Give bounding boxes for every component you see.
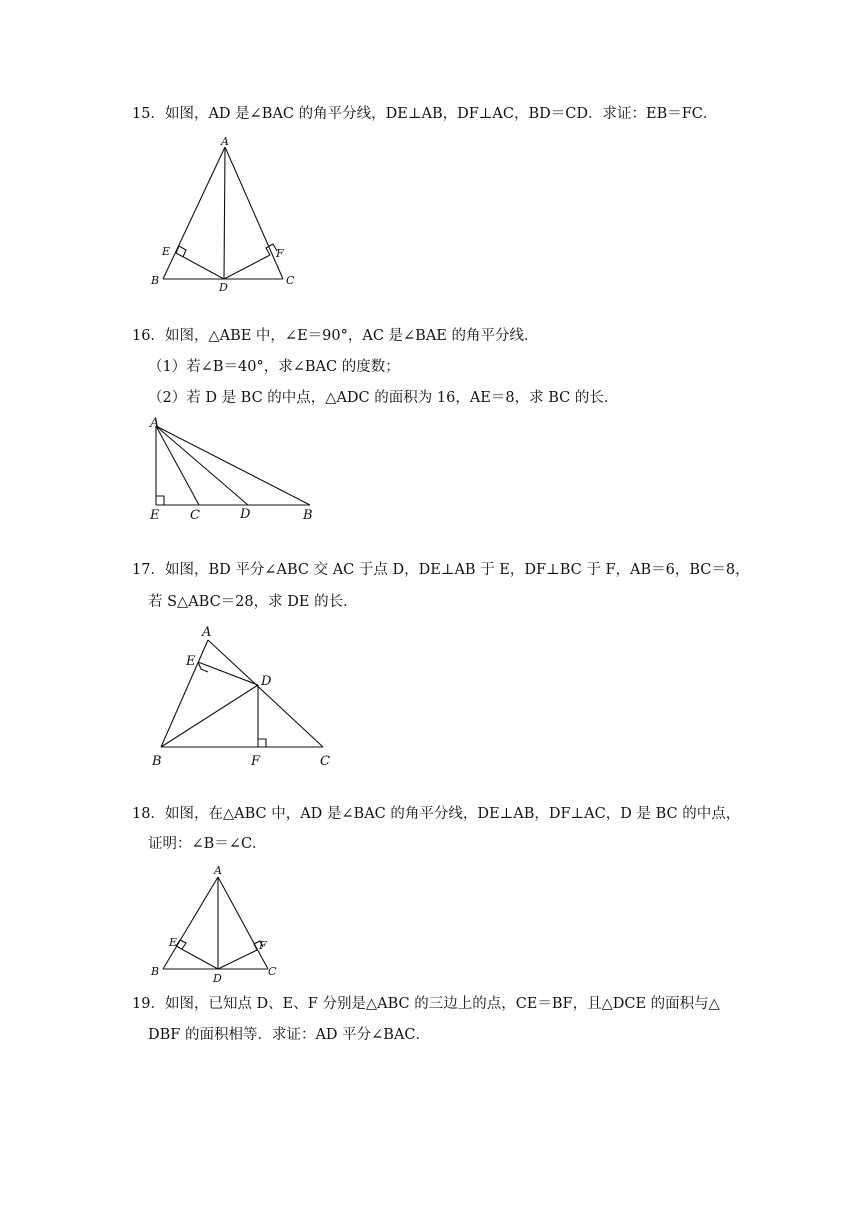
label-D: D — [240, 507, 251, 522]
problem-17-statement — [132, 560, 750, 580]
label-C: C — [268, 965, 277, 978]
label-B: B — [303, 508, 313, 523]
figure-15-diagram — [150, 135, 295, 294]
problem-17-line-2: 若 S△ABC＝28，求 DE 的长． — [148, 594, 358, 610]
problem-18-statement — [132, 804, 740, 824]
label-C: C — [286, 274, 295, 287]
problem-16-statement — [132, 326, 539, 346]
label-D: D — [261, 674, 272, 689]
label-E: E — [150, 508, 160, 523]
problem-text: 如图，在△ABC 中，AD 是∠BAC 的角平分线，DE⊥AB，DF⊥AC，D 是 BC 的中点， — [164, 806, 741, 822]
figure-17-diagram — [151, 625, 330, 769]
problem-text: 如图，已知点 D、E、F 分别是△ABC 的三边上的点，CE＝BF，且△DCE 的面积与△ — [164, 996, 720, 1012]
figure-16-diagram — [149, 416, 313, 523]
problem-number: 18． — [132, 806, 165, 822]
label-A: A — [221, 135, 229, 148]
label-E: E — [186, 654, 196, 669]
label-A: A — [214, 864, 222, 877]
label-B: B — [151, 274, 160, 287]
label-F: F — [259, 939, 267, 952]
problem-number: 15． — [132, 106, 165, 122]
problem-16-part-2: （2）若 D 是 BC 的中点，△ADC 的面积为 16，AE＝8，求 BC 的长． — [148, 390, 619, 406]
label-F: F — [276, 247, 284, 260]
label-E: E — [162, 245, 171, 258]
label-A: A — [202, 625, 212, 640]
problem-19-statement — [132, 994, 720, 1014]
label-B: B — [151, 965, 160, 978]
problem-text: 如图，BD 平分∠ABC 交 AC 于点 D，DE⊥AB 于 E，DF⊥BC 于 F，AB＝6，BC＝8， — [164, 562, 750, 578]
label-B: B — [152, 754, 162, 769]
label-E: E — [169, 936, 178, 949]
problem-number: 17． — [132, 562, 165, 578]
label-D: D — [213, 972, 222, 985]
label-F: F — [251, 754, 261, 769]
figure-18-diagram — [150, 864, 277, 985]
problem-16-part-1: （1）若∠B＝40°，求∠BAC 的度数； — [148, 359, 400, 375]
problem-15-statement — [132, 104, 717, 124]
label-A: A — [150, 416, 160, 431]
label-C: C — [190, 508, 200, 523]
problem-number: 16． — [132, 328, 165, 344]
problem-text: 如图，△ABE 中，∠E＝90°，AC 是∠BAE 的角平分线． — [164, 328, 539, 344]
label-C: C — [320, 754, 330, 769]
problem-number: 19． — [132, 996, 165, 1012]
problem-19-line-2: DBF 的面积相等．求证：AD 平分∠BAC． — [148, 1027, 431, 1043]
problem-text: 如图，AD 是∠BAC 的角平分线，DE⊥AB，DF⊥AC，BD＝CD．求证：EB＝FC． — [164, 106, 718, 122]
label-D: D — [219, 281, 228, 294]
problem-18-line-2: 证明：∠B＝∠C． — [148, 836, 267, 852]
